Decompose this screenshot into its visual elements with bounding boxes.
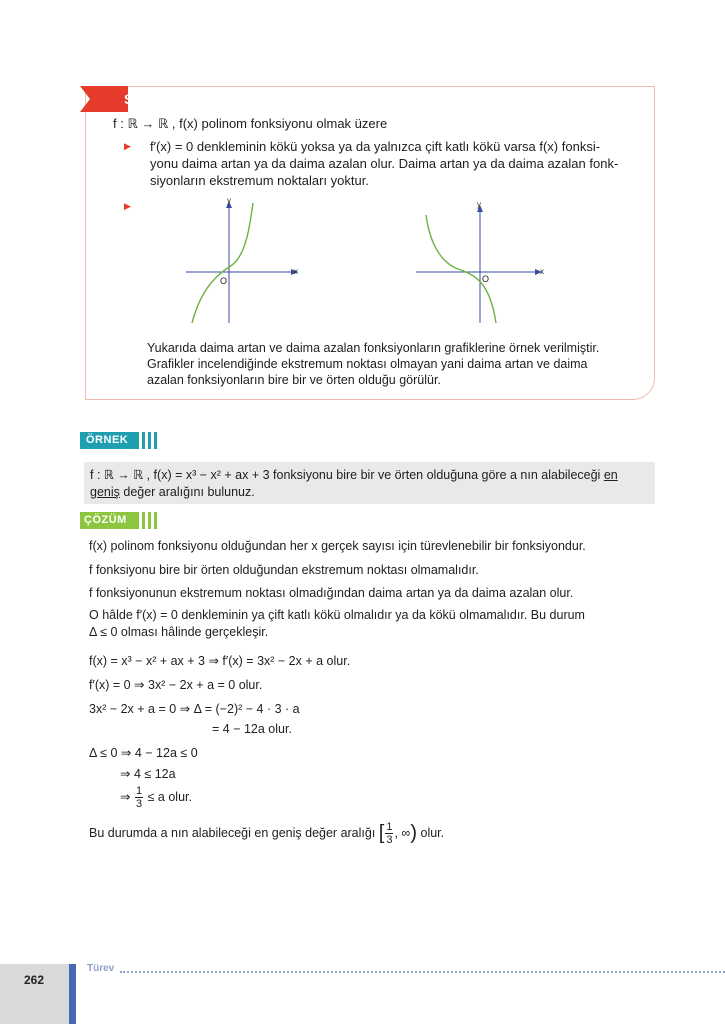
fraction-denominator: 3 (386, 834, 393, 846)
footer-stripe (69, 964, 76, 1024)
graph1-origin-label: O (220, 276, 228, 286)
graph1-y-label: y (227, 196, 231, 205)
bullet-arrow-icon: ▶ (124, 141, 131, 151)
bullet1-line: siyonların ekstremum noktaları yoktur. (150, 173, 369, 188)
bullet-arrow-icon: ▶ (124, 201, 131, 211)
graph2-x-label: x (540, 267, 544, 276)
footer-dotted-rule (120, 971, 725, 973)
final-answer-text: Bu durumda a nın alabileceği en geniş değer aralığı (89, 825, 376, 840)
example-tag-stripes (142, 432, 158, 449)
caption-line: azalan fonksiyonların bire bir ve örten olduğu görülür. (147, 373, 441, 387)
increasing-function-graph (180, 195, 305, 330)
right-paren: ) (410, 822, 418, 844)
graph2-origin-label: O (482, 274, 490, 284)
equation-last-line (120, 785, 192, 810)
conclusion-tag (80, 86, 128, 112)
fraction-one-third (385, 821, 393, 846)
interval-end: , ∞ (394, 825, 411, 840)
equation-line: f(x) = x³ − x² + ax + 3 ⇒ f′(x) = 3x² − 2x + a olur. (89, 654, 351, 668)
implies-symbol: ⇒ (120, 789, 131, 804)
example-text-line1 (90, 467, 618, 484)
equation-line: = 4 − 12a olur. (212, 722, 292, 736)
bullet1-line: yonu daima artan ya da daima azalan olur. Daima artan ya da daima azalan fonk- (150, 156, 619, 171)
graph1-x-label: x (294, 267, 298, 276)
final-answer-line (89, 821, 444, 846)
solution-line: f fonksiyonunun ekstremum noktası olmadığından daima artan ya da daima azalan olur. (89, 586, 574, 600)
decreasing-function-graph (410, 195, 550, 330)
page-number: 262 (24, 973, 45, 987)
equation-line: f′(x) = 0 ⇒ 3x² − 2x + a = 0 olur. (89, 678, 263, 692)
example-label: ÖRNEK (86, 434, 129, 446)
bullet1-line: f′(x) = 0 denkleminin kökü yoksa ya da yalnızca çift katlı kökü varsa f(x) fonksi- (150, 139, 601, 154)
equation-suffix: ≤ a olur. (147, 789, 192, 804)
example-underlined-word: en (603, 468, 618, 482)
solution-line: f fonksiyonu bire bir örten olduğundan ekstremum noktası olmamalıdır. (89, 563, 479, 577)
fraction-numerator: 1 (135, 785, 143, 797)
solution-line: f(x) polinom fonksiyonu olduğundan her x gerçek sayısı için türevlenebilir bir fonksiyondur. (89, 539, 586, 553)
equation-line: Δ ≤ 0 ⇒ 4 − 12a ≤ 0 (89, 746, 198, 760)
equation-line: ⇒ 4 ≤ 12a (120, 767, 176, 781)
graph2-y-label: y (477, 200, 481, 209)
example-text-main: f : ℝ → ℝ , f(x) = x³ − x² + ax + 3 fonksiyonu bire bir ve örten olduğuna göre a nın alabileceği (90, 468, 601, 482)
left-bracket: [ (378, 822, 385, 844)
equation-line: 3x² − 2x + a = 0 ⇒ Δ = (−2)² − 4 · 3 · a (89, 702, 300, 716)
conclusion-title: SONUÇ (124, 91, 178, 107)
example-text-rest: değer aralığını bulunuz. (119, 485, 255, 499)
caption-line: Yukarıda daima artan ve daima azalan fonksiyonların grafiklerine örnek verilmiştir. (147, 341, 600, 355)
conclusion-intro: f : ℝ → ℝ , f(x) polinom fonksiyonu olmak üzere (113, 116, 388, 131)
example-text-line2 (90, 484, 255, 501)
solution-line: O hâlde f′(x) = 0 denkleminin ya çift katlı kökü olmalıdır ya da kökü olmamalıdır. Bu durum (89, 608, 585, 622)
fraction-denominator: 3 (135, 798, 143, 810)
fraction-one-third (135, 785, 143, 810)
final-answer-suffix: olur. (420, 825, 445, 840)
fraction-numerator: 1 (386, 821, 393, 833)
solution-tag-stripes (142, 512, 158, 529)
solution-label: ÇÖZÜM (84, 514, 127, 526)
example-underlined-word: geniş (90, 485, 120, 499)
caption-line: Grafikler incelendiğinde ekstremum noktası olmayan yani daima artan ve daima (147, 357, 588, 371)
solution-line: Δ ≤ 0 olması hâlinde gerçekleşir. (89, 625, 269, 639)
footer-chapter-title: Türev (87, 963, 115, 974)
